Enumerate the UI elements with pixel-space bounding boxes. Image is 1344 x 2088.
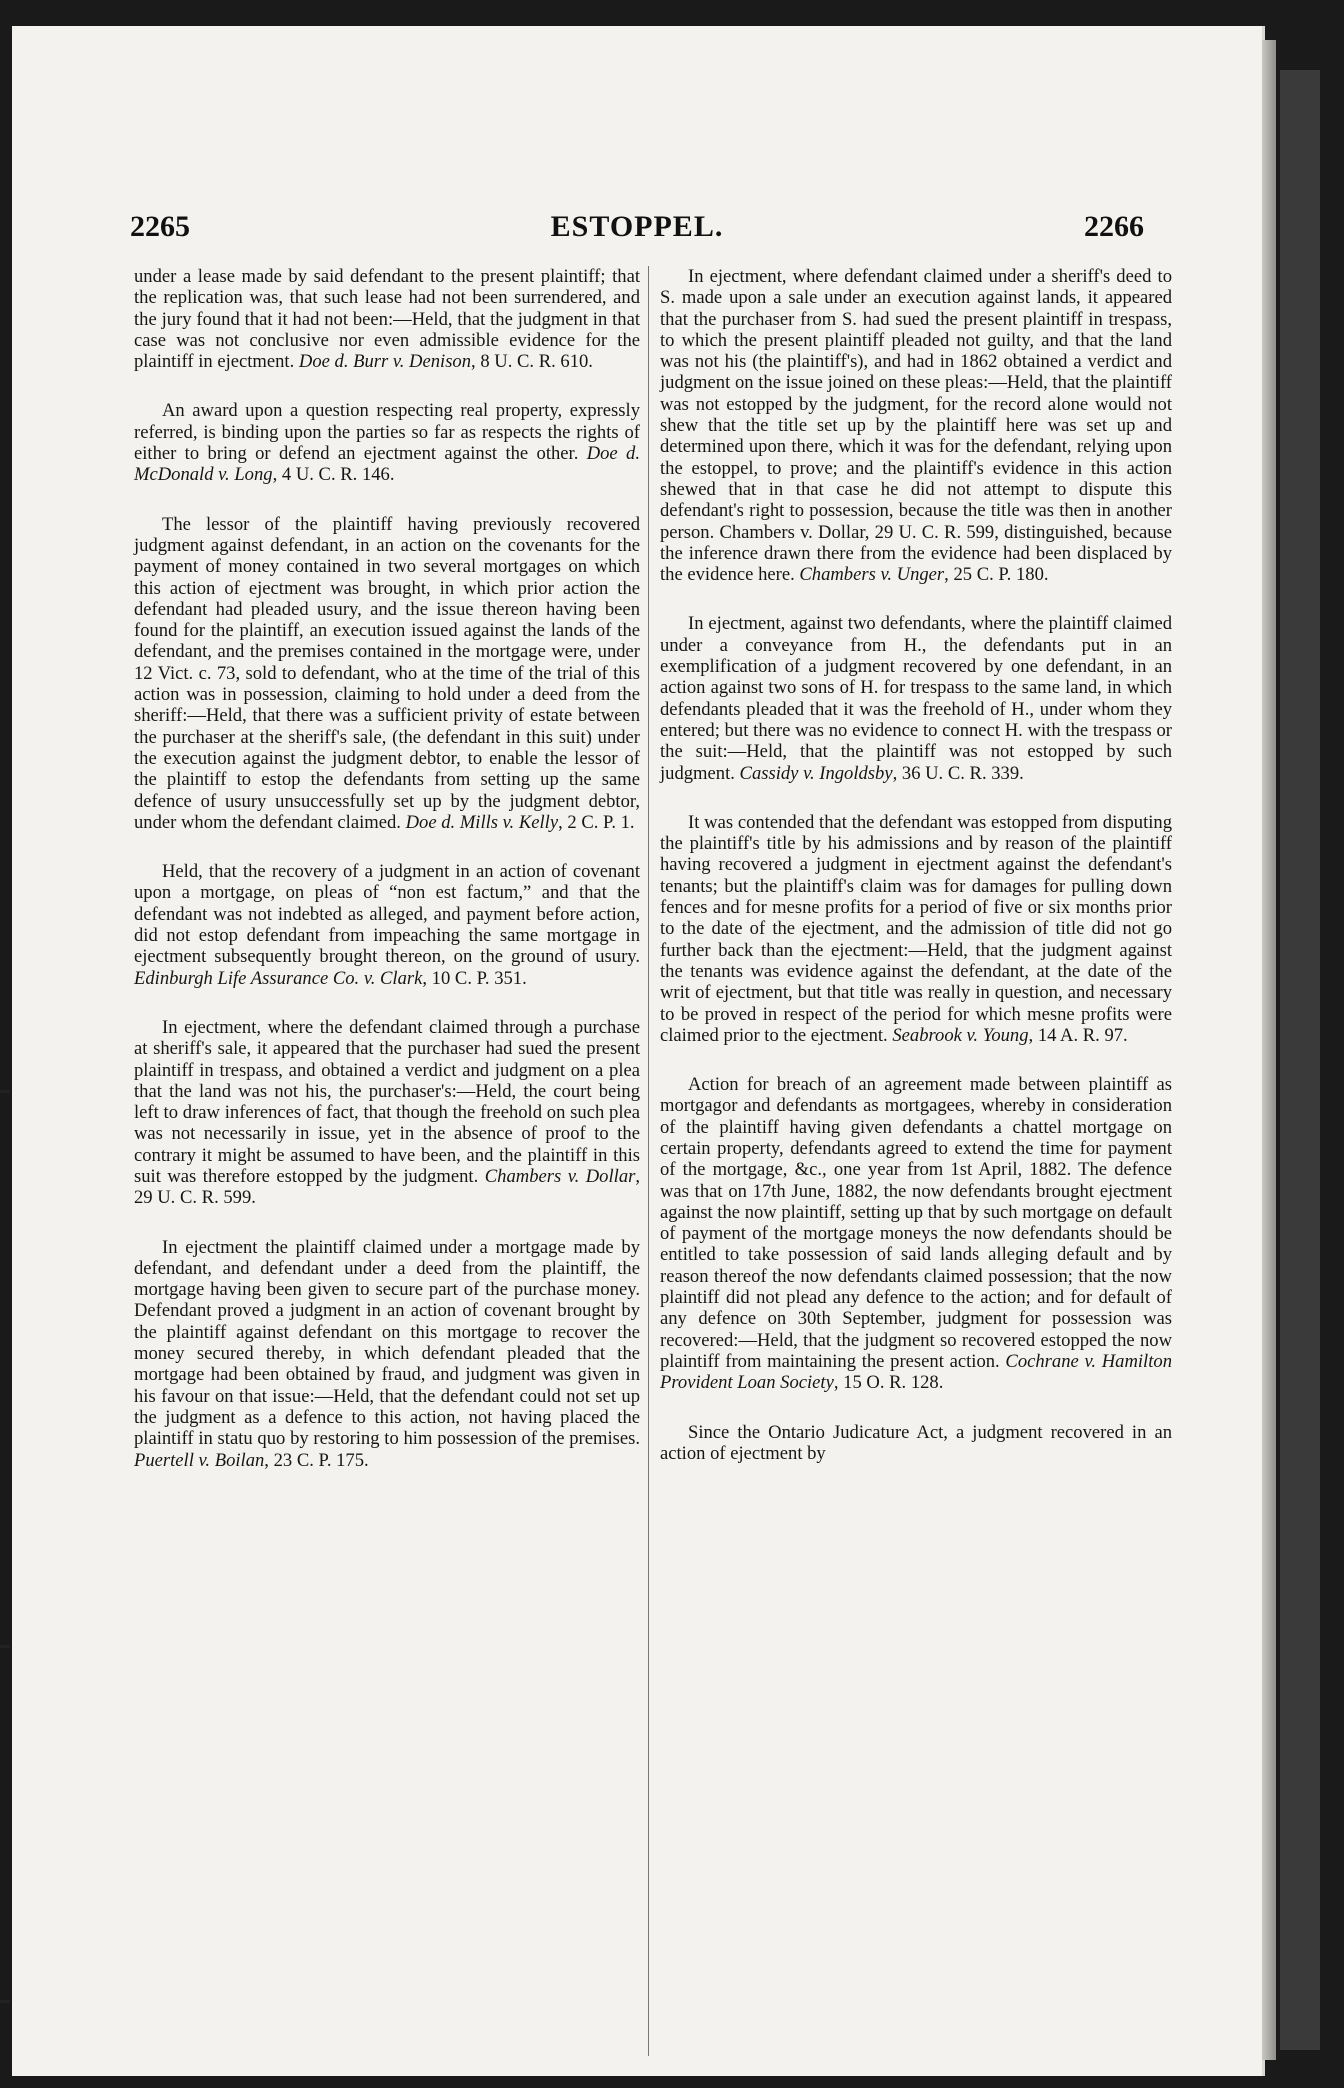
case-citation: Doe d. Mills v. Kelly	[405, 811, 559, 833]
case-citation: Chambers v. Unger	[799, 564, 945, 586]
paragraph: The lessor of the plaintiff having previously recovered judgment against defendant, in an action on the covenants for the payment of money contained in two several mortgages on which this action of ejectment was brought, in which prior action the defendant had pleaded usury, and the issue thereon having been found for the plaintiff, an execution issued against the lands of the defendant, and the premises contained in the mortgage were, under 12 Vict. c. 73, sold to defendant, who at the time of the trial of this action was in possession, claiming to hold under a deed from the sheriff:—Held, that there was a sufficient privity of estate between the purchaser at the sheriff's sale, (the defendant in this suit) under the execution against the judgment debtor, to enable the lessor of the plaintiff to estop the defendants from setting up the same defence of usury unsuccessfully set up by the judgment debtor, under whom the defendant claimed. Doe d. Mills v. Kelly, 2 C. P. 1.	[134, 513, 640, 833]
case-citation: Chambers v. Dollar	[484, 1165, 636, 1187]
paragraph: It was contended that the defendant was estopped from disputing the plaintiff's title by his admissions and by reason of the plaintiff having recovered a judgment in ejectment against the defendant's tenants; but the plaintiff's claim was for damages for pulling down fences and for mesne profits for a period of five or six months prior to the date of the ejectment, and the admission of title did not go further back than the ejectment:—Held, that the judgment against the tenants was evidence against the defendant, at the date of the writ of ejectment, but that title was really in question, and necessary to be proved in respect of the period for which mesne profits were claimed prior to the ejectment. Seabrook v. Young, 14 A. R. 97.	[660, 811, 1172, 1046]
page-title: ESTOPPEL.	[550, 210, 724, 243]
running-head	[12, 210, 1262, 250]
book-spine	[1280, 70, 1320, 2050]
page-edge	[1262, 40, 1276, 2060]
paragraph: Since the Ontario Judicature Act, a judgment recovered in an action of ejectment by	[660, 1421, 1172, 1464]
margin-mark	[0, 1090, 10, 1093]
paragraph: In ejectment the plaintiff claimed under a mortgage made by defendant, and defendant under a deed from the plaintiff, the mortgage having been given to secure part of the purchase money. Defendant proved a judgment in an action of covenant brought by the plaintiff against defendant on this mortgage to recover the money secured thereby, in which defendant pleaded that the mortgage had been obtained by fraud, and judgment was given in his favour on that issue:—Held, that the defendant could not set up the judgment as a defence to this action, not having placed the plaintiff in statu quo by restoring to him possession of the premises. Puertell v. Boilan, 23 C. P. 175.	[134, 1236, 640, 1471]
paragraph: In ejectment, where the defendant claimed through a purchase at sheriff's sale, it appeared that the purchaser had sued the present plaintiff in trespass, and obtained a verdict and judgment on a plea that the land was not his, the purchaser's:—Held, the court being left to draw inferences of fact, that though the freehold on such plea was not necessarily in issue, yet in the absence of proof to the contrary it might be assumed to have been, and the plaintiff in this suit was therefore estopped by the judgment. Chambers v. Dollar, 29 U. C. R. 599.	[134, 1016, 641, 1209]
left-column	[134, 266, 640, 1499]
paragraph: Held, that the recovery of a judgment in an action of covenant upon a mortgage, on pleas of “non est factum,” and that the defendant was not indebted as alleged, and payment before action, did not estop defendant from impeaching the same mortgage in ejectment subsequently brought thereon, on the ground of usury. Edinburgh Life Assurance Co. v. Clark, 10 C. P. 351.	[134, 861, 640, 989]
right-column	[660, 266, 1172, 1492]
case-citation: Cassidy v. Ingoldsby	[739, 762, 893, 784]
margin-mark	[0, 1645, 10, 1648]
case-citation: Seabrook v. Young	[892, 1024, 1029, 1046]
case-citation: Doe d. Burr v. Denison	[298, 351, 472, 373]
case-citation: Cochrane v. Hamilton Provident Loan Society	[660, 1350, 1172, 1394]
case-citation: Edinburgh Life Assurance Co. v. Clark	[134, 967, 423, 989]
margin-mark	[0, 2000, 10, 2003]
paragraph: Action for breach of an agreement made between plaintiff as mortgagor and defendants as mortgagees, whereby in consideration of the plaintiff having given defendants a chattel mortgage on certain property, defendants agreed to extend the time for payment of the mortgage, &c., one year from 1st April, 1882. The defence was that on 17th June, 1882, the now defendants brought ejectment against the now plaintiff, setting up that by such mortgage on default of payment of the mortgage moneys the now defendants should be entitled to take possession of said lands alleging default and by reason thereof the now defendants claimed possession; that the now plaintiff did not plead any defence to the action; and for default of any defence on 30th September, judgment for possession was recovered:—Held, that the judgment so recovered estopped the now plaintiff from maintaining the present action. Cochrane v. Hamilton Provident Loan Society, 15 O. R. 128.	[660, 1074, 1172, 1394]
page-number-left: 2265	[130, 210, 190, 243]
paragraph: In ejectment, against two defendants, where the plaintiff claimed under a conveyance from H., the defendants put in an exemplification of a judgment recovered by one defendant, in an action against two sons of H. for trespass to the same land, in which defendants pleaded that it was the freehold of H., under whom they entered; but there was no evidence to connect H. with the trespass or the suit:—Held, that the plaintiff was not estopped by such judgment. Cassidy v. Ingoldsby, 36 U. C. R. 339.	[660, 613, 1172, 784]
column-divider	[648, 266, 649, 2056]
paragraph: under a lease made by said defendant to the present plaintiff; that the replication was, that such lease had not been surrendered, and the jury found that it had not been:—Held, that the judgment in that case was not conclusive nor even admissible evidence for the plaintiff in ejectment. Doe d. Burr v. Denison, 8 U. C. R. 610.	[134, 266, 640, 373]
case-citation: Doe d. McDonald v. Long	[134, 443, 640, 486]
paragraph: An award upon a question respecting real property, expressly referred, is binding upon the parties so far as respects the rights of either to bring or defend an ejectment against the other. Doe d. McDonald v. Long, 4 U. C. R. 146.	[134, 400, 640, 486]
page-number-right: 2266	[1084, 210, 1144, 243]
book-page	[12, 26, 1265, 2076]
case-citation: Puertell v. Boilan	[134, 1449, 265, 1471]
paragraph: In ejectment, where defendant claimed under a sheriff's deed to S. made upon a sale under an execution against lands, it appeared that the purchaser from S. had sued the present plaintiff in trespass, to which the present plaintiff pleaded not guilty, and that the land was not his (the plaintiff's), and had in 1862 obtained a verdict and judgment on the issue joined on these pleas:—Held, that the plaintiff was not estopped by the judgment, for the record alone would not shew that the title set up by the plaintiff here was set up and determined upon there, which it was for the defendant, relying upon the estoppel, to prove; and the plaintiff's evidence in this action shewed that in that case he did not attempt to dispute this defendant's right to possession, because the title was then in another person. Chambers v. Dollar, 29 U. C. R. 599, distinguished, because the inference drawn there from the evidence had been displaced by the evidence here. Chambers v. Unger, 25 C. P. 180.	[660, 266, 1172, 586]
